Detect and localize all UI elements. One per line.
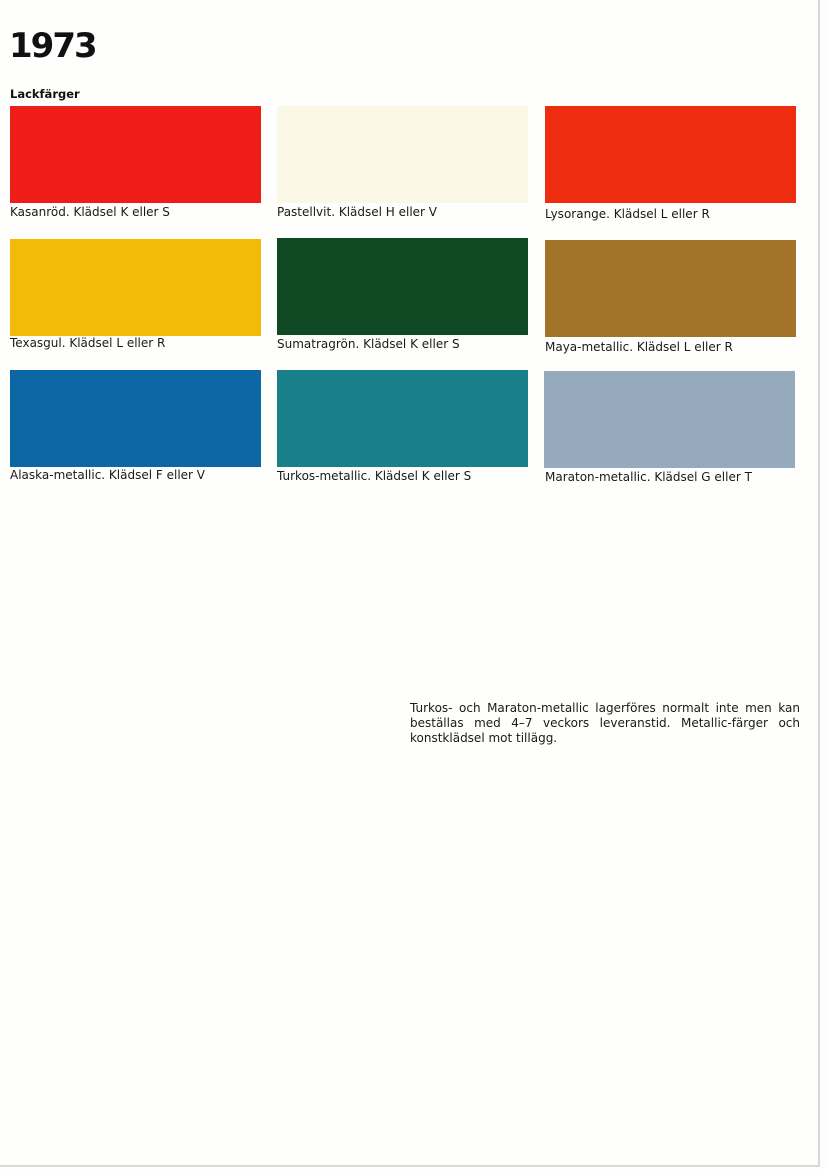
color-swatch-sumatragron bbox=[277, 238, 528, 335]
color-swatch-maraton-metallic bbox=[544, 371, 795, 468]
color-swatch-kasanrod bbox=[10, 106, 261, 203]
color-label-turkos-metallic: Turkos-metallic. Klädsel K eller S bbox=[277, 469, 472, 483]
color-swatch-alaska-metallic bbox=[10, 370, 261, 467]
availability-note: Turkos- och Maraton-metallic lagerföres normalt inte men kan beställas med 4–7 veckors leveranstid. Metallic-färger och konstklädsel mot tillägg. bbox=[410, 701, 800, 745]
color-label-alaska-metallic: Alaska-metallic. Klädsel F eller V bbox=[10, 468, 205, 482]
color-swatch-turkos-metallic bbox=[277, 370, 528, 467]
color-swatch-pastellvit bbox=[277, 106, 528, 203]
color-swatch-texasgul bbox=[10, 239, 261, 336]
color-swatch-lysorange bbox=[545, 106, 796, 203]
color-label-lysorange: Lysorange. Klädsel L eller R bbox=[545, 207, 710, 221]
color-label-texasgul: Texasgul. Klädsel L eller R bbox=[10, 336, 166, 350]
color-label-maya-metallic: Maya-metallic. Klädsel L eller R bbox=[545, 340, 733, 354]
page-year-heading: 1973 bbox=[9, 26, 96, 66]
color-label-kasanrod: Kasanröd. Klädsel K eller S bbox=[10, 205, 170, 219]
color-label-maraton-metallic: Maraton-metallic. Klädsel G eller T bbox=[545, 470, 752, 484]
color-label-sumatragron: Sumatragrön. Klädsel K eller S bbox=[277, 337, 460, 351]
color-swatch-maya-metallic bbox=[545, 240, 796, 337]
section-title: Lackfärger bbox=[10, 87, 80, 101]
color-label-pastellvit: Pastellvit. Klädsel H eller V bbox=[277, 205, 438, 219]
